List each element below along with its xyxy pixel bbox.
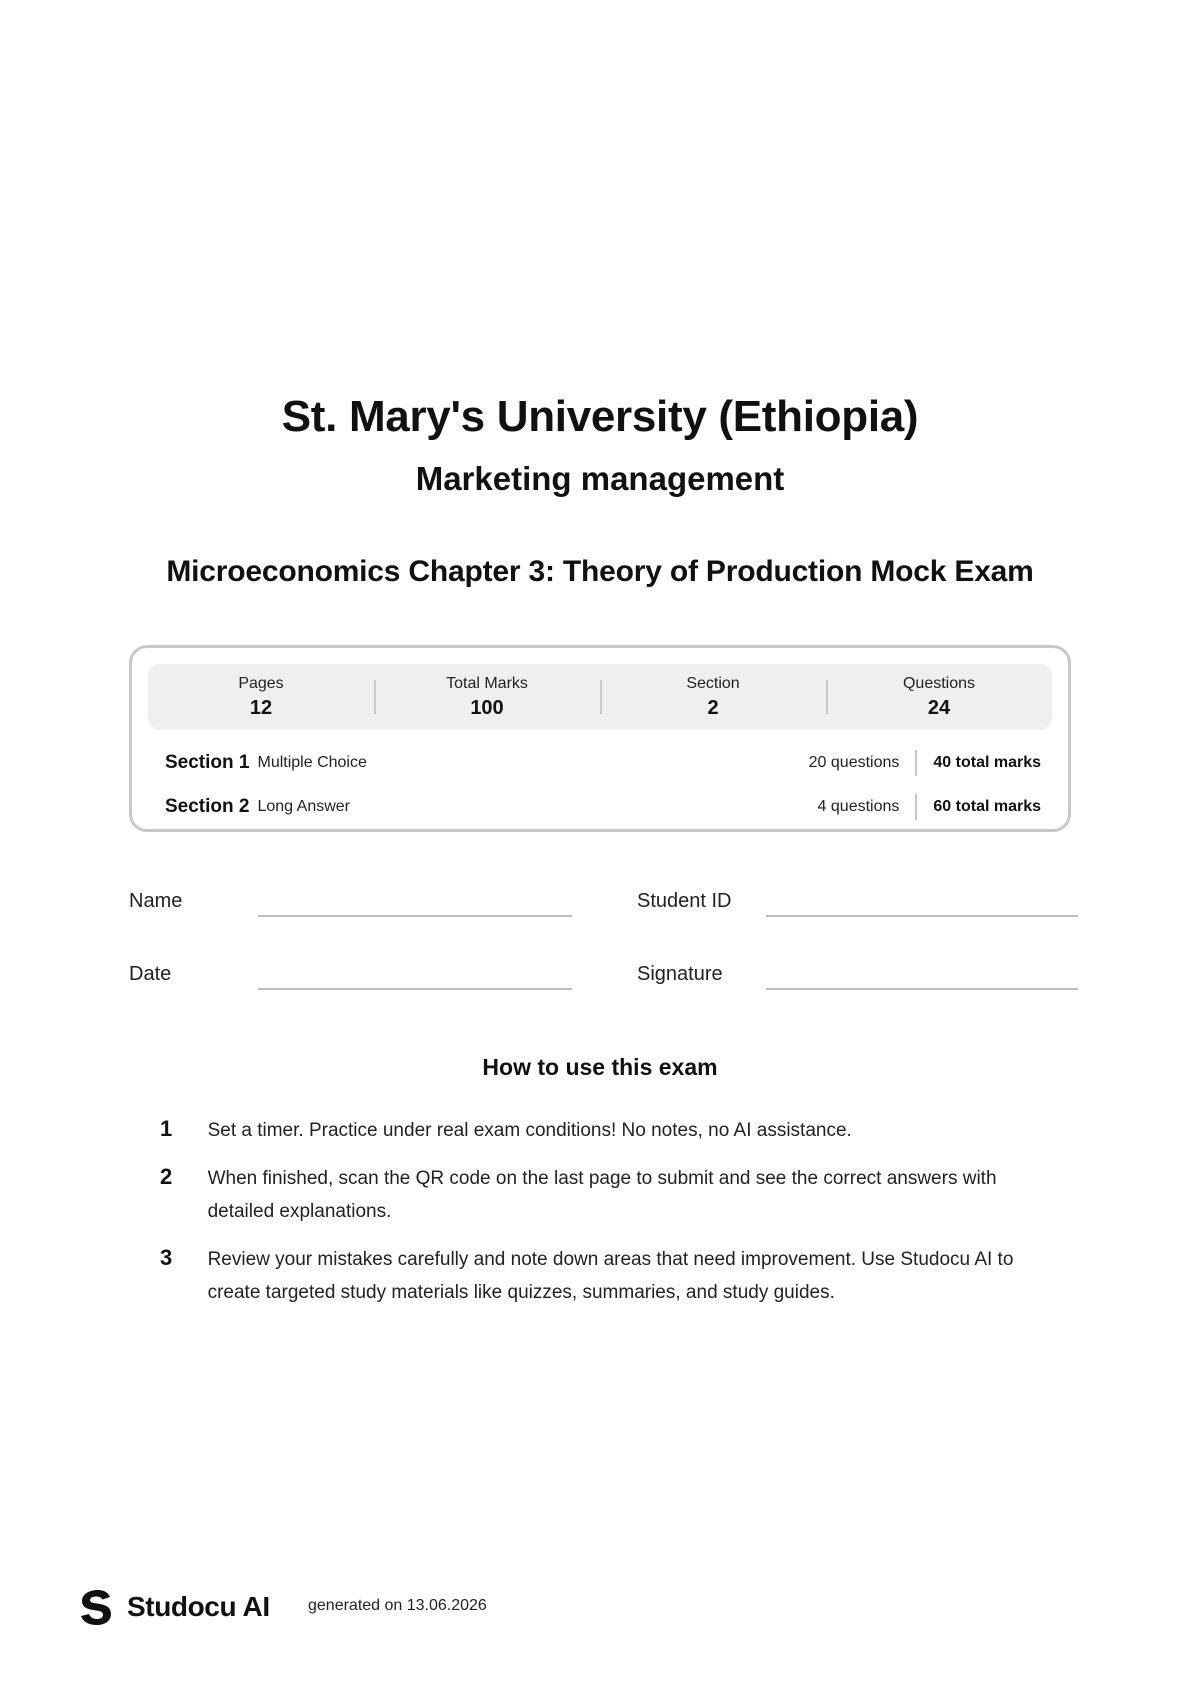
name-label: Name	[129, 890, 183, 912]
stat-section	[600, 664, 826, 730]
student-id-field[interactable]	[766, 915, 1078, 917]
step-number: 1	[160, 1116, 173, 1141]
exam-summary-box	[129, 645, 1071, 832]
section-type: Long Answer	[257, 798, 350, 815]
date-label: Date	[129, 963, 172, 985]
stat-questions	[826, 664, 1052, 730]
step-text: Set a timer. Practice under real exam conditions! No notes, no AI assistance.	[207, 1120, 852, 1141]
course-name: Marketing management	[415, 460, 785, 497]
stat-label: Questions	[902, 674, 976, 692]
studocu-logo	[78, 1588, 270, 1626]
signature-field[interactable]	[766, 988, 1078, 990]
generated-date: generated on 13.06.2026	[308, 1597, 487, 1614]
section-row-1	[165, 748, 1041, 778]
exam-title: Microeconomics Chapter 3: Theory of Production Mock Exam	[166, 555, 1034, 588]
step-text: Review your mistakes carefully and note down areas that need improvement. Use Studocu AI to create targeted study materials like quizzes, summaries, and study guides.	[207, 1249, 1014, 1303]
stat-value: 100	[470, 696, 504, 719]
section-question-count: 20 questions	[808, 754, 900, 771]
step-number: 2	[160, 1164, 173, 1189]
section-marks: 40 total marks	[933, 754, 1041, 771]
stat-label: Total Marks	[446, 674, 528, 692]
brand-name: Studocu AI	[127, 1591, 270, 1622]
howto-step-1	[160, 1114, 1060, 1147]
section-type: Multiple Choice	[257, 754, 367, 771]
section-marks: 60 total marks	[933, 798, 1041, 815]
stat-value: 24	[927, 696, 951, 719]
step-text: When finished, scan the QR code on the last page to submit and see the correct answers with detailed explanations.	[207, 1168, 997, 1222]
exam-stats-bar	[148, 664, 1052, 730]
section-name: Section 1	[165, 752, 250, 773]
studocu-logo-icon	[78, 1588, 114, 1626]
step-number: 3	[160, 1245, 173, 1270]
stat-label: Pages	[238, 674, 284, 692]
date-field[interactable]	[258, 988, 572, 990]
signature-label: Signature	[637, 963, 723, 985]
stat-label: Section	[686, 674, 740, 692]
howto-step-3	[160, 1243, 1060, 1309]
howto-step-2	[160, 1162, 1060, 1228]
stat-pages	[148, 664, 374, 730]
stat-value: 12	[249, 696, 273, 719]
section-row-2	[165, 792, 1041, 822]
stat-total-marks	[374, 664, 600, 730]
name-field[interactable]	[258, 915, 572, 917]
section-name: Section 2	[165, 796, 250, 817]
student-id-label: Student ID	[637, 890, 732, 912]
howto-title: How to use this exam	[482, 1054, 718, 1080]
section-question-count: 4 questions	[817, 798, 900, 815]
stat-value: 2	[707, 696, 719, 719]
university-name: St. Mary's University (Ethiopia)	[281, 392, 919, 441]
